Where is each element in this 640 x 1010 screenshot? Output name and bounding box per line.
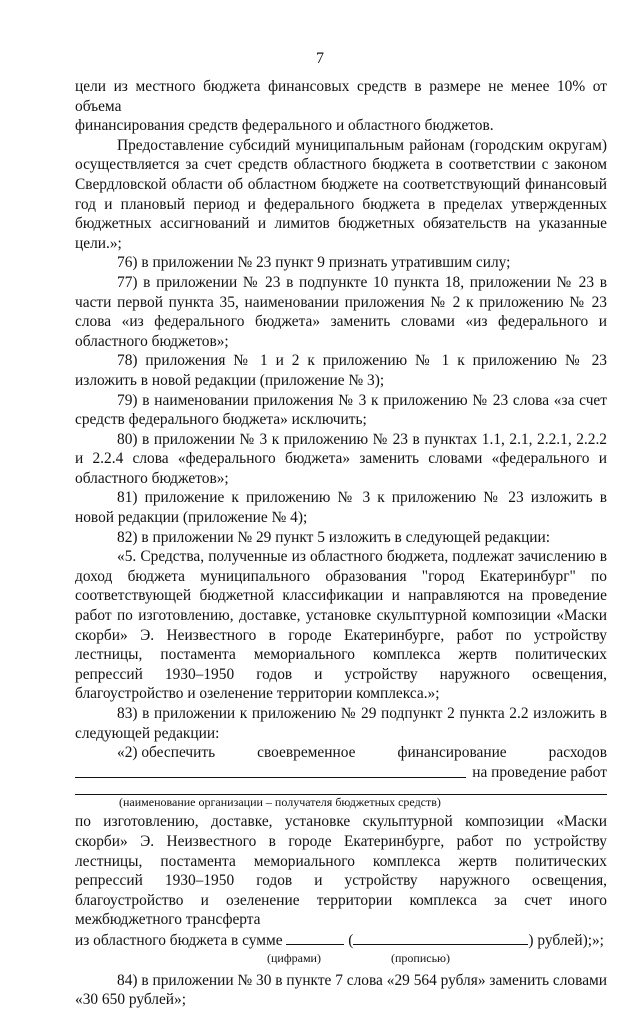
recipient-blank — [75, 776, 466, 778]
item-81: 81) приложение к приложению № 3 к приложению № 23 изложить в новой редакции (приложение № 4); — [75, 489, 607, 527]
sum-digits-blank — [286, 930, 344, 945]
sum-close: ) рублей);»; — [528, 931, 604, 949]
intro-line-2: финансирования средств федерального и областного бюджетов. — [75, 117, 494, 135]
recipient-underline — [75, 782, 607, 795]
label-digits: (цифрами) — [267, 950, 321, 965]
sum-line — [75, 930, 607, 951]
item-79: 79) в наименовании приложения № 3 к приложению № 23 слова «за счет средств федерального бюджета» исключить; — [75, 391, 607, 429]
quote2-tail: на проведение работ — [472, 763, 607, 781]
quote-subitem-2 — [75, 743, 607, 964]
page-number: 7 — [316, 50, 324, 67]
recipient-caption: (наименование организации – получателя бюджетных средств) — [119, 795, 441, 810]
sum-open-paren: ( — [348, 931, 354, 949]
intro-line-1: цели из местного бюджета финансовых средств в размере не менее 10% от объема — [75, 78, 607, 115]
item-83: 83) в приложении к приложению № 29 подпункт 2 пункта 2.2 изложить в следующей редакции: — [75, 705, 607, 742]
item-80: 80) в приложении № 3 к приложению № 23 в пунктах 1.1, 2.1, 2.2.1, 2.2.2 и 2.2.4 слова «федерального бюджета» заменить словами «федерального и областного бюджетов»; — [75, 430, 607, 487]
quote2-word-1: «2) обеспечить — [117, 744, 216, 762]
quote2-first-line — [75, 743, 607, 763]
document-body — [75, 77, 607, 1010]
intro-paragraph — [75, 77, 607, 136]
label-words: (прописью) — [391, 950, 451, 965]
sum-prefix: из областного бюджета в сумме — [75, 931, 283, 949]
quote-item-5: «5. Средства, полученные из областного бюджета, подлежат зачислению в доход бюджета муниципального образования "город Екатеринбург" по соответствующей бюджетной классификации и направляются на проведение работ по изготовлению, доставке, установке скульптурной композиции «Маски скорби» Э. Неизвестного в городе Екатеринбурге, работ по устройству лестницы, постамента мемориального комплекса жертв политических репрессий 1930–1950 годов и устройству наружного освещения, благоустройство и озеленение территории комплекса.»; — [75, 548, 607, 703]
quote2-body: по изготовлению, доставке, установке скульптурной композиции «Маски скорби» Э. Неизвестного в городе Екатеринбурге, работ по устройству лестницы, постамента мемориального комплекса жертв политических репрессий 1930–1950 годов и устройству наружного освещения, благоустройство и озеленение территории комплекса за счет иного межбюджетного трансферта — [75, 813, 607, 929]
quote2-word-4: расходов — [548, 744, 607, 762]
quote2-word-2: своевременное — [257, 744, 356, 762]
sum-words-blank — [353, 930, 528, 945]
item-78: 78) приложения № 1 и 2 к приложению № 1 к приложению № 23 изложить в новой редакции (приложение № 3); — [75, 352, 607, 389]
quote2-blank-line — [75, 763, 607, 783]
item-76: 76) в приложении № 23 пункт 9 признать утратившим силу; — [117, 254, 511, 272]
sum-labels — [75, 951, 607, 965]
item-77: 77) в приложении № 23 в подпункте 10 пункта 18, приложении № 23 в части первой пункта 35, наименовании приложения № 2 к приложению № 23 слова «из федерального бюджета» заменить словами «из федерального и областного бюджетов»; — [75, 273, 607, 350]
item-84: 84) в приложении № 30 в пункте 7 слова «29 564 рубля» заменить словами «30 650 рублей»; — [75, 971, 607, 1009]
item-82: 82) в приложении № 29 пункт 5 изложить в следующей редакции: — [117, 528, 551, 546]
quote2-word-3: финансирование — [397, 744, 507, 762]
subsidies-paragraph: Предоставление субсидий муниципальным районам (городским округам) осуществляется за счет средств областного бюджета в соответствии с законом Свердловской области об областном бюджете на соответствующий финансовый год и плановый период и федерального бюджета в пределах утвержденных бюджетных ассигнований и лимитов бюджетных обязательств на указанные цели.»; — [75, 136, 607, 252]
